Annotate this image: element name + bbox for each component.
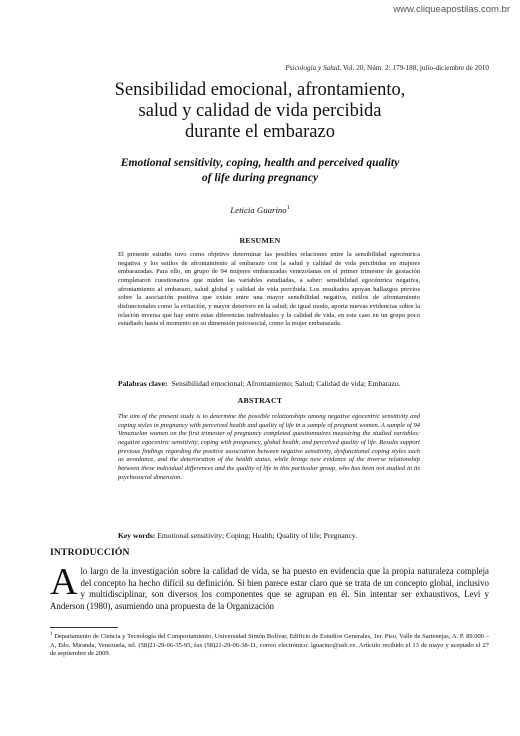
resumen-paragraph: El presente estudio tuvo como objetivo determinar las posibles relaciones entre la sensibilidad egocéntrica negativa y los estilos de afrontamiento al embarazo con la salud y calidad de vida percibidas en mujeres embarazadas. Para ello, un grupo de 94 mujeres embarazadas venezolanas en el primer trimestre de gestación completaron cuestionarios que miden las variables estudiadas, a saber: sensibilidad egocéntrica negativa, afrontamiento al embarazo, salud global y calidad de vida percibida. Los resultados apoyan hallazgos previos sobre la asociación positiva que existe entre una mayor sensibilidad negativa, estilos de afrontamiento disfuncionales como la evitación, y mayor deterioro en la salud; de igual modo, aporta nuevas evidencias sobre la relación inversa que hay entre estas diferencias individuales y la calidad de vida, en este caso en un grupo poco estudiado hasta el momento en su dimensión psicosocial, como la mujer embarazada. — [118, 251, 420, 328]
article-title-line: Sensibilidad emocional, afrontamiento, — [114, 80, 406, 100]
english-title — [70, 156, 450, 185]
key-words-text: Emotional sensitivity; Coping; Health; Quality of life; Pregnancy. — [157, 531, 358, 540]
journal-citation — [285, 64, 489, 72]
abstract-heading: ABSTRACT — [237, 396, 283, 405]
palabras-clave-text: Sensibilidad emocional; Afrontamiento; Salud; Calidad de vida; Embarazo. — [171, 379, 401, 388]
palabras-clave — [118, 379, 420, 389]
introduccion-text — [50, 561, 489, 612]
introduccion-paragraph-text: lo largo de la investigación sobre la calidad de vida, se ha puesto en evidencia que la propia naturaleza compleja del concepto ha hecho difícil su definición. Si bien parece estar claro que se trata de un concepto global, inclusivo y multidisciplinar, son diversos los componentes que se agrupan en él. Sin intentar ser exhaustivos, Levi y Anderson (1980), asumiendo una propuesta de la Organización — [50, 566, 489, 611]
footnote-text: Departamento de Ciencia y Tecnología del Comportamiento, Universidad Simón Bolívar, Edificio de Estudios Generales, 1er. Piso, Valle de Sartenejas, A. P. 89.000 – A, Edo. Miranda, Venezuela, tel. (58)21-29-06-35-95, fax (58)21-29-06-38-11, correo electrónico: lguarino@usb.ve. Artículo recibido el 13 de mayo y aceptado el 27 de septiembre de 2009. — [50, 633, 489, 657]
article-title-line: durante el embarazo — [185, 122, 335, 142]
footnote-mark: 1 — [50, 632, 53, 637]
palabras-clave-label: Palabras clave: — [118, 379, 168, 388]
english-title-line: of life during pregnancy — [201, 170, 319, 184]
introduccion-paragraph — [50, 561, 489, 612]
article-title — [60, 80, 460, 143]
journal-name: Psicología y Salud — [285, 64, 340, 72]
key-words-label: Key words: — [118, 531, 156, 540]
key-words — [118, 531, 420, 541]
article-title-line: salud y calidad de vida percibida — [138, 101, 382, 121]
resumen-text — [118, 251, 420, 329]
site-watermark: www.cliqueapostilas.com.br — [393, 4, 510, 15]
resumen-heading: RESUMEN — [239, 236, 281, 245]
english-title-line: Emotional sensitivity, coping, health and perceived quality — [120, 156, 400, 169]
journal-volume-pages: , Vol. 20, Núm. 2: 179-188, julio-diciembre de 2010 — [339, 64, 489, 72]
author-line — [0, 205, 520, 215]
author-footnote-mark: 1 — [286, 205, 290, 212]
abstract-paragraph: The aim of the present study is to determine the possible relationships among negative egocentric sensitivity and coping styles in pregnancy with perceived health and quality of life in a sample of pregnant women. A sample of 94 Venezuelan women on the first trimester of pregnancy completed questionnaires measuring the studied variables: negative egocentric sensitivity, coping with pregnancy, global health, and perceived quality of life. Results support previous findings regarding the positive association between negative sensitivity, dysfunctional coping styles such as avoidance, and the deterioration of the health status, while brings new evidence of the inverse relationship between these individual differences and the quality of life in this particular group, who has been not studied in its psychosocial dimension. — [118, 413, 420, 481]
author-name: Leticia Guarino — [230, 205, 287, 215]
footnote-paragraph — [50, 631, 489, 658]
abstract-text — [118, 413, 420, 482]
footnote-divider — [50, 627, 118, 628]
dropcap-letter: A — [50, 561, 78, 603]
introduccion-heading: INTRODUCCIÓN — [50, 547, 130, 558]
footnote — [50, 631, 489, 658]
